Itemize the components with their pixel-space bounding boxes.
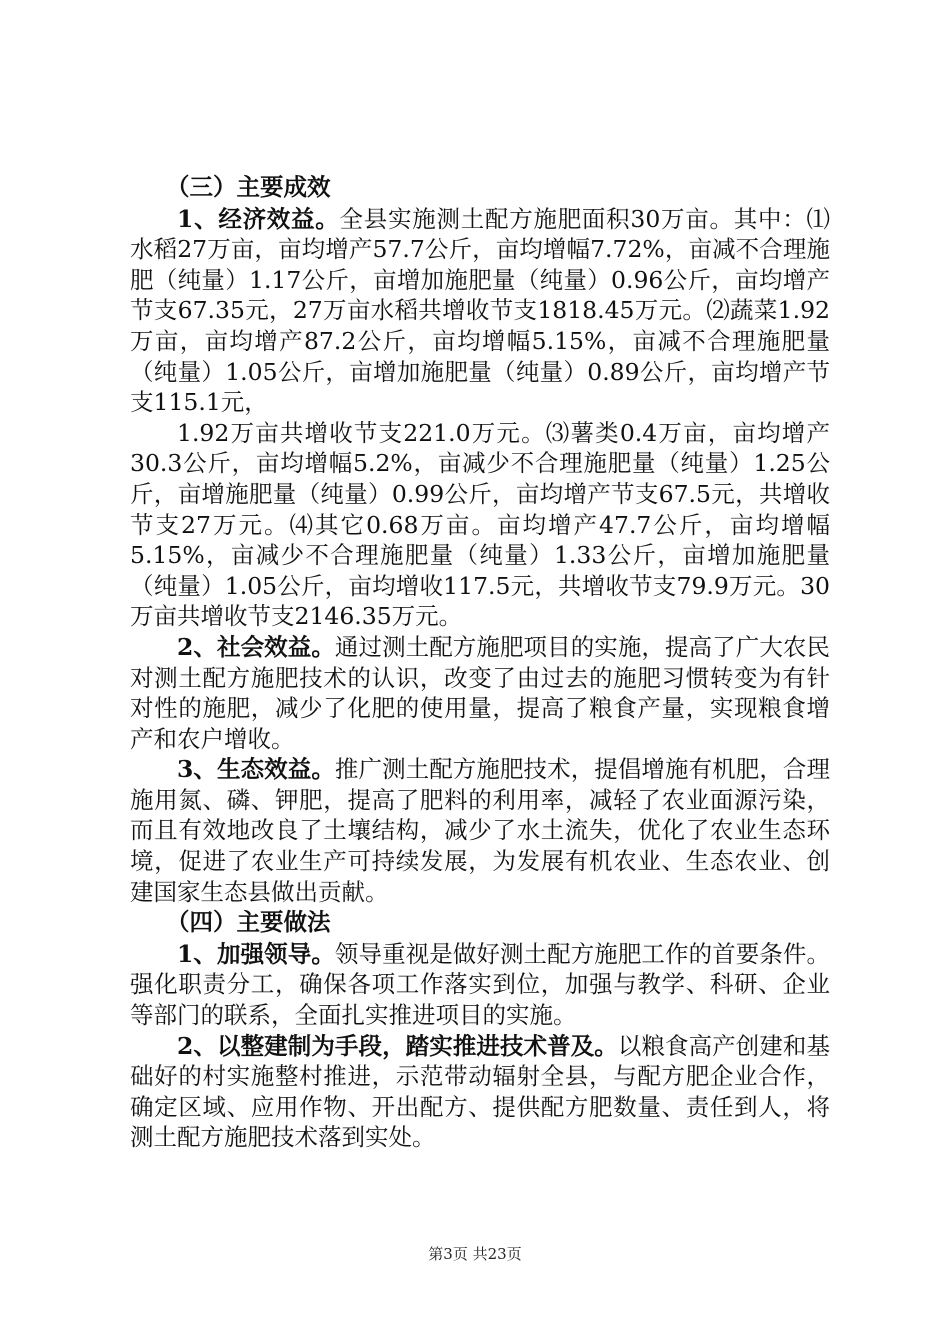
paragraph-whole-village-promotion bbox=[130, 1031, 830, 1153]
paragraph-text-economic: 全县实施测土配方施肥面积30万亩。其中：⑴水稻27万亩，亩均增产57.7公斤，亩均增幅7.72%，亩减不合理施肥（纯量）1.17公斤，亩增加施肥量（纯量）0.96公斤，亩均增产节支67.35元，27万亩水稻共增收节支1818.45万元。⑵蔬菜1.92万亩，亩均增产87.2公斤，亩均增幅5.15%，亩减不合理施肥量（纯量）1.05公斤，亩增加施肥量（纯量）0.89公斤，亩均增产节支115.1元， bbox=[130, 204, 830, 417]
paragraph-social-benefit bbox=[130, 632, 830, 754]
paragraph-lead-ecological: 3、生态效益。 bbox=[177, 755, 335, 784]
page-footer: 第3页 共23页 bbox=[428, 1245, 522, 1263]
paragraph-economic-benefit bbox=[130, 204, 830, 418]
paragraph-lead-social: 2、社会效益。 bbox=[177, 632, 335, 661]
paragraph-economic-continued: 1.92万亩共增收节支221.0万元。⑶薯类0.4万亩，亩均增产30.3公斤，亩均增幅5.2%，亩减少不合理施肥量（纯量）1.25公斤，亩增施肥量（纯量）0.99公斤，亩均增产节支67.5元，共增收节支27万元。⑷其它0.68万亩。亩均增产47.7公斤，亩均增幅5.15%，亩减少不合理施肥量（纯量）1.33公斤，亩增加施肥量（纯量）1.05公斤，亩均增收117.5元，共增收节支79.9万元。30万亩共增收节支2146.35万元。 bbox=[130, 418, 830, 631]
section-heading-main-practices: （四）主要做法 bbox=[166, 908, 331, 937]
section-heading-main-results: （三）主要成效 bbox=[166, 173, 331, 201]
paragraph-text-leadership: 领导重视是做好测土配方施肥工作的首要条件。强化职责分工，确保各项工作落实到位，加强与教学、科研、企业等部门的联系，全面扎实推进项目的实施。 bbox=[130, 939, 830, 1030]
document-body bbox=[130, 172, 830, 1153]
paragraph-text-ecological: 推广测土配方施肥技术，提倡增施有机肥，合理施用氮、磷、钾肥，提高了肥料的利用率，减轻了农业面源污染，而且有效地改良了土壤结构，减少了水土流失，优化了农业生态环境，促进了农业生产可持续发展，为发展有机农业、生态农业、创建国家生态县做出贡献。 bbox=[130, 755, 830, 906]
paragraph-strengthen-leadership bbox=[130, 939, 830, 1031]
paragraph-lead-economic: 1、经济效益。 bbox=[177, 204, 340, 233]
paragraph-ecological-benefit bbox=[130, 754, 830, 907]
paragraph-lead-promotion: 2、以整建制为手段，踏实推进技术普及。 bbox=[177, 1031, 618, 1060]
paragraph-text-promotion: 以粮食高产创建和基础好的村实施整村推进，示范带动辐射全县，与配方肥企业合作，确定区域、应用作物、开出配方、提供配方肥数量、责任到人，将测土配方施肥技术落到实处。 bbox=[130, 1031, 830, 1152]
paragraph-lead-leadership: 1、加强领导。 bbox=[177, 939, 335, 968]
paragraph-text-social: 通过测土配方施肥项目的实施，提高了广大农民对测土配方施肥技术的认识，改变了由过去的施肥习惯转变为有针对性的施肥，减少了化肥的使用量，提高了粮食产量，实现粮食增产和农户增收。 bbox=[130, 632, 830, 753]
